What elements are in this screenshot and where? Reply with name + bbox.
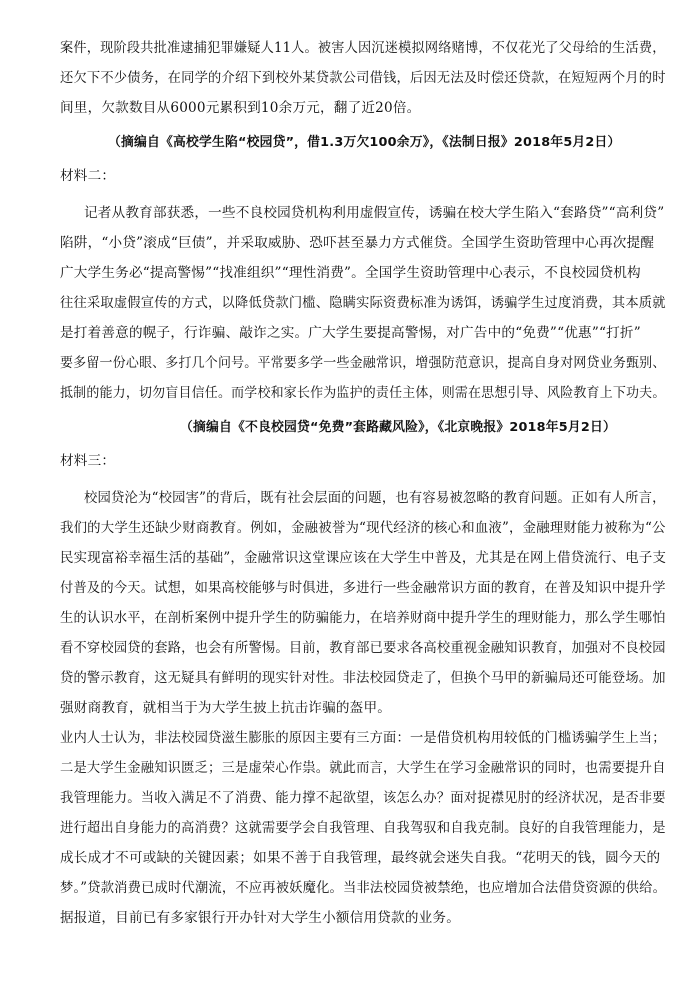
paragraph-line: 是打着善意的幌子，行诈骗、敲诈之实。广大学生要提高警惕，对广告中的“免费”“优惠”“打折” — [60, 325, 641, 341]
source-citation: （摘编自《高校学生陷“校园贷”，借1.3万欠100余万》，《法制日报》2018年5月2日） — [108, 135, 621, 150]
paragraph-line: 要多留一份心眼、多打几个问号。平常要多学一些金融常识，增强防范意识，提高自身对网贷业务甄别、 — [60, 355, 666, 371]
paragraph-line: 梦。”贷款消费已成时代潮流，不应再被妖魔化。当非法校园贷被禁绝，也应增加合法借贷资源的供给。 — [60, 880, 667, 896]
paragraph-line: 业内人士认为，非法校园贷滋生膨胀的原因主要有三方面：一是借贷机构用较低的门槛诱骗学生上当； — [60, 730, 666, 746]
paragraph-line: 二是大学生金融知识匮乏；三是虚荣心作祟。就此而言，大学生在学习金融常识的同时，也需要提升自 — [60, 760, 666, 776]
section-heading: 材料二： — [60, 168, 116, 184]
paragraph-line: 成长成才不可或缺的关键因素；如果不善于自我管理，最终就会迷失自我。“花明天的钱，圆今天的 — [60, 850, 661, 866]
paragraph-line: 贷的警示教育，这无疑具有鲜明的现实针对性。非法校园贷走了，但换个马甲的新骗局还可能登场。加 — [60, 670, 666, 686]
source-citation: （摘编自《不良校园贷“免费”套路藏风险》，《北京晚报》2018年5月2日） — [180, 420, 616, 435]
paragraph-line: 间里，欠款数目从6000元累积到10余万元，翻了近20倍。 — [60, 100, 421, 116]
paragraph-line: 付普及的今天。试想，如果高校能够与时俱进，多进行一些金融常识方面的教育，在普及知识中提升学 — [60, 580, 666, 596]
paragraph-line: 抵制的能力，切勿盲目信任。而学校和家长作为监护的责任主体，则需在思想引导、风险教育上下功夫。 — [60, 385, 666, 401]
paragraph-line: 民实现富裕幸福生活的基础”，金融常识这堂课应该在大学生中普及，尤其是在网上借贷流行、电子支 — [60, 550, 667, 566]
paragraph-line: 记者从教育部获悉，一些不良校园贷机构利用虚假宣传，诱骗在校大学生陷入“套路贷”“高利贷” — [84, 205, 665, 221]
paragraph-line: 陷阱，“小贷”滚成“巨债”，并采取威胁、恐吓甚至暴力方式催贷。全国学生资助管理中心再次提醒 — [60, 235, 655, 251]
paragraph-line: 广大学生务必“提高警惕”“找准组织”“理性消费”。全国学生资助管理中心表示，不良校园贷机构 — [60, 265, 641, 281]
paragraph-line: 据报道，目前已有多家银行开办针对大学生小额信用贷款的业务。 — [60, 910, 461, 926]
paragraph-line: 强财商教育，就相当于为大学生披上抗击诈骗的盔甲。 — [60, 700, 392, 716]
paragraph-line: 进行超出自身能力的高消费？这就需要学会自我管理、自我驾驭和自我克制。良好的自我管理能力，是 — [60, 820, 666, 836]
paragraph-line: 看不穿校园贷的套路，也会有所警惕。目前，教育部已要求各高校重视金融知识教育，加强对不良校园 — [60, 640, 666, 656]
paragraph-line: 我们的大学生还缺少财商教育。例如，金融被誉为“现代经济的核心和血液”，金融理财能力被称为“公 — [60, 520, 666, 536]
section-heading: 材料三： — [60, 453, 116, 469]
paragraph-line: 还欠下不少债务，在同学的介绍下到校外某贷款公司借钱，后因无法及时偿还贷款，在短短两个月的时 — [60, 70, 666, 86]
paragraph-line: 案件，现阶段共批准逮捕犯罪嫌疑人11人。被害人因沉迷模拟网络赌博，不仅花光了父母给的生活费， — [60, 40, 666, 56]
paragraph-line: 校园贷沦为“校园害”的背后，既有社会层面的问题，也有容易被忽略的教育问题。正如有人所言， — [84, 490, 666, 506]
paragraph-line: 往往采取虚假宣传的方式，以降低贷款门槛、隐瞒实际资费标准为诱饵，诱骗学生过度消费，其本质就 — [60, 295, 666, 311]
paragraph-line: 生的认识水平，在剖析案例中提升学生的防骗能力，在培养财商中提升学生的理财能力，那么学生哪怕 — [60, 610, 666, 626]
paragraph-line: 我管理能力。当收入满足不了消费、能力撑不起欲望，该怎么办？面对捉襟见肘的经济状况，是否非要 — [60, 790, 666, 806]
